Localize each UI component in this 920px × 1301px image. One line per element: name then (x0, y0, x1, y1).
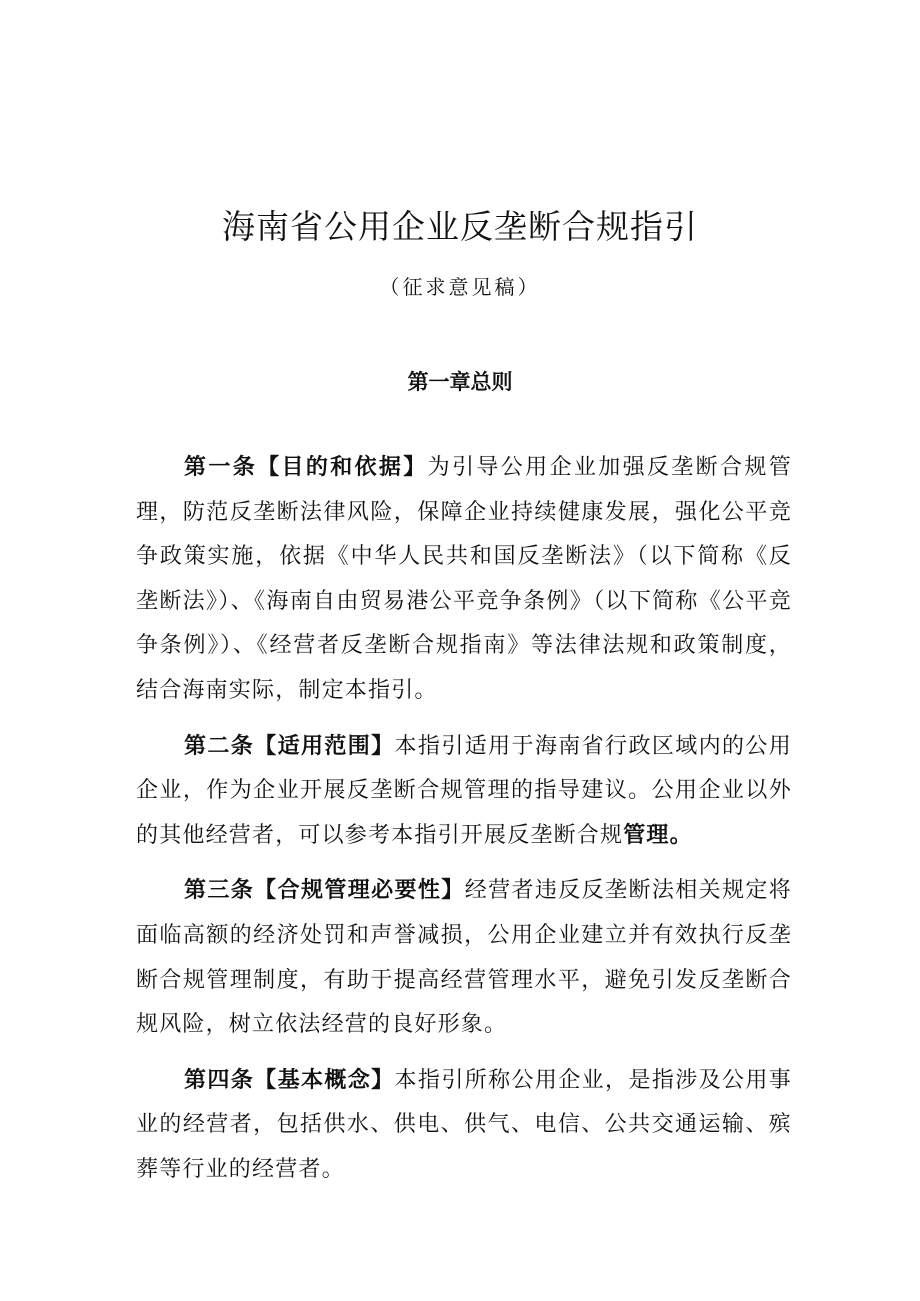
article-4-heading: 第四条【基本概念】 (184, 1067, 395, 1093)
article-2-text: 本指引适用于海南省行政区域内的公用企业，作为企业开展反垄断合规管理的指导建议。公用企业以外的其他经营者，可以参考本指引开展反垄断合规 (136, 733, 792, 848)
document-subtitle: （征求意见稿） (379, 275, 541, 299)
article-2-heading: 第二条【适用范围】 (184, 733, 395, 759)
article-3-text: 经营者违反反垄断法相关规定将面临高额的经济处罚和声誉减损，公用企业建立并有效执行反垄断合规管理制度，有助于提高经营管理水平，避免引发反垄断合规风险，树立依法经营的良好形象。 (136, 878, 792, 1038)
article-3 (136, 869, 792, 1047)
article-2 (136, 725, 792, 859)
article-3-heading: 第三条【合规管理必要性】 (184, 878, 465, 904)
document-body (136, 446, 792, 1204)
article-4-text: 本指引所称公用企业，是指涉及公用事业的经营者，包括供水、供电、供气、电信、公共交通运输、殡葬等行业的经营者。 (136, 1067, 792, 1182)
document-title: 海南省公用企业反垄断合规指引 (222, 207, 698, 246)
article-1-text: 为引导公用企业加强反垄断合规管理，防范反垄断法律风险，保障企业持续健康发展，强化公平竞争政策实施，依据《中华人民共和国反垄断法》（以下简称《反垄断法》）、《海南自由贸易港公平竞争条例》（以下简称《公平竞争条例》）、《经营者反垄断合规指南》等法律法规和政策制度，结合海南实际，制定本指引。 (136, 455, 792, 703)
chapter-title: 第一章总则 (407, 370, 513, 394)
article-1-heading: 第一条【目的和依据】 (184, 455, 428, 480)
article-4 (136, 1059, 792, 1193)
article-2-bold-tail: 管理。 (623, 822, 693, 848)
article-1 (136, 446, 792, 714)
